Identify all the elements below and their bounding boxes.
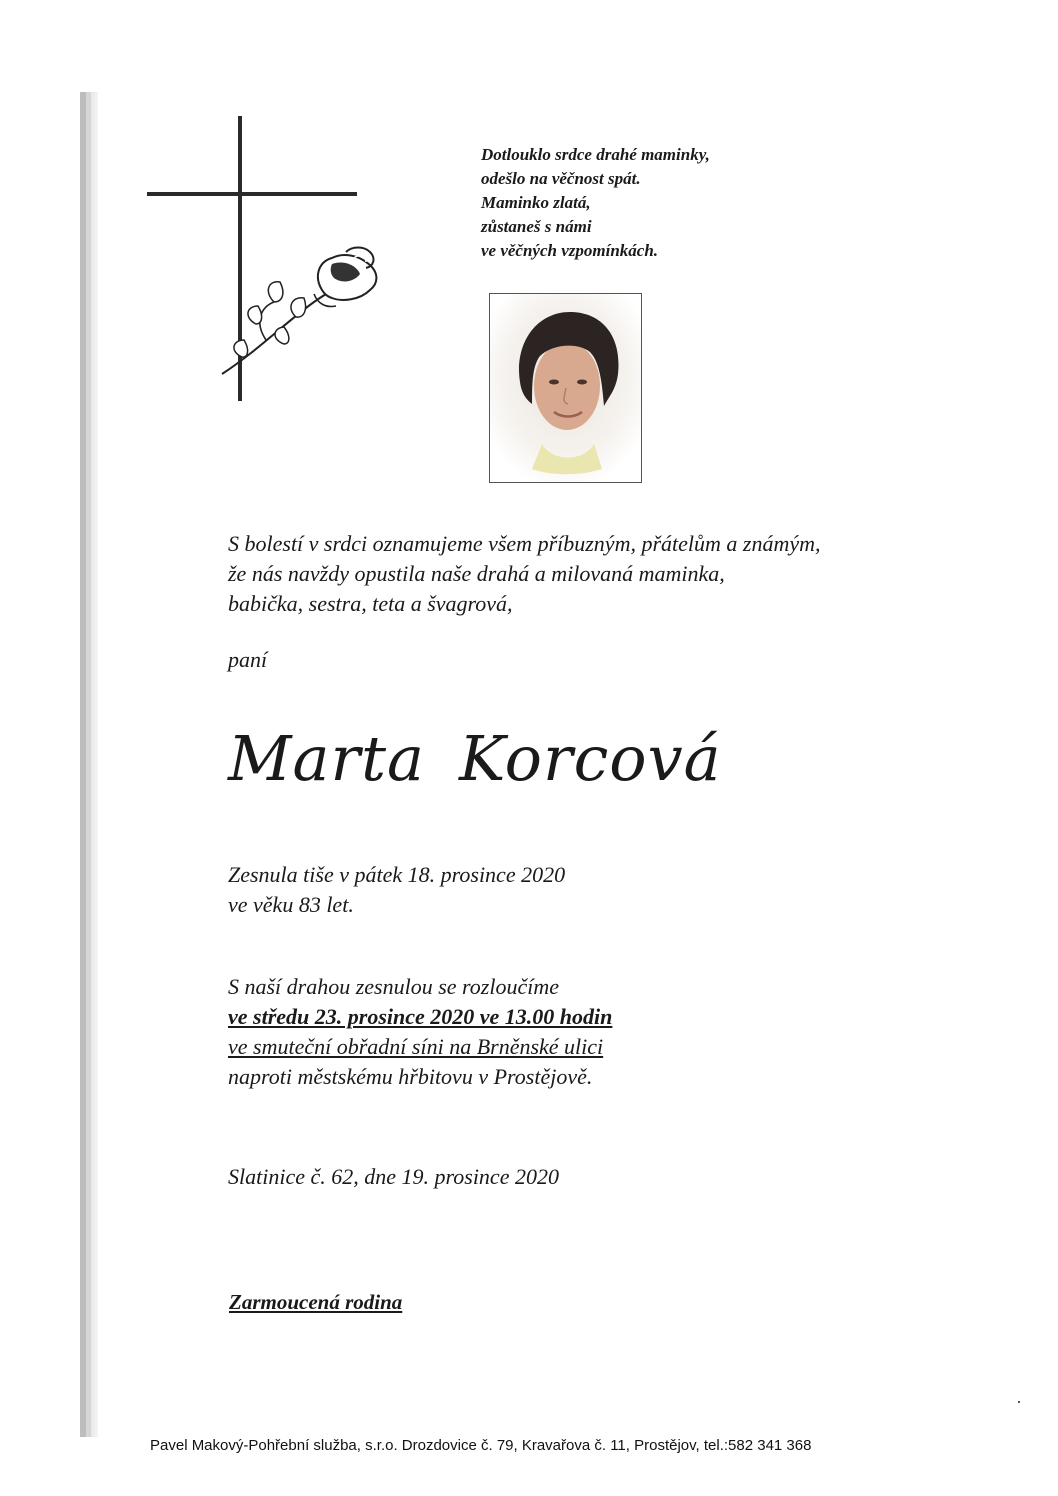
farewell-datetime: ve středu 23. prosince 2020 ve 13.00 hodin bbox=[228, 1004, 613, 1029]
farewell-info bbox=[228, 972, 612, 1092]
poem bbox=[481, 143, 710, 263]
deceased-name bbox=[228, 722, 756, 795]
announcement bbox=[228, 529, 821, 619]
footer: Pavel Makový-Pohřební služba, s.r.o. Drozdovice č. 79, Kravařova č. 11, Prostějov, tel.:582 341 368 bbox=[150, 1437, 812, 1454]
last-name: Korcová bbox=[458, 722, 722, 795]
poem-line: ve věčných vzpomínkách. bbox=[481, 241, 659, 260]
death-info bbox=[228, 860, 565, 920]
death-line: Zesnula tiše v pátek 18. prosince 2020 bbox=[228, 862, 566, 887]
poem-line: zůstaneš s námi bbox=[481, 217, 592, 236]
left-decorative-bar bbox=[80, 92, 98, 1437]
poem-line: Maminko zlatá, bbox=[481, 193, 591, 212]
announcement-line: babička, sestra, teta a švagrová, bbox=[228, 591, 513, 616]
signature: Zarmoucená rodina bbox=[229, 1290, 403, 1314]
announcement-line: že nás navždy opustila naše drahá a milovaná maminka, bbox=[228, 561, 725, 586]
place-date: Slatinice č. 62, dne 19. prosince 2020 bbox=[228, 1164, 559, 1189]
age-line: ve věku 83 let. bbox=[228, 892, 354, 917]
poem-line: odešlo na věčnost spát. bbox=[481, 169, 641, 188]
portrait-photo bbox=[489, 293, 642, 483]
scan-speck bbox=[1018, 1401, 1020, 1403]
cross-with-rose-icon bbox=[146, 112, 396, 412]
poem-line: Dotlouklo srdce drahé maminky, bbox=[481, 145, 710, 164]
first-name: Marta bbox=[228, 722, 425, 795]
farewell-location-detail: naproti městskému hřbitovu v Prostějově. bbox=[228, 1064, 593, 1089]
salutation: paní bbox=[228, 647, 268, 672]
announcement-line: S bolestí v srdci oznamujeme všem příbuzným, přátelům a známým, bbox=[228, 531, 821, 556]
farewell-location: ve smuteční obřadní síni na Brněnské ulici bbox=[228, 1034, 604, 1059]
farewell-intro: S naší drahou zesnulou se rozloučíme bbox=[228, 974, 560, 999]
